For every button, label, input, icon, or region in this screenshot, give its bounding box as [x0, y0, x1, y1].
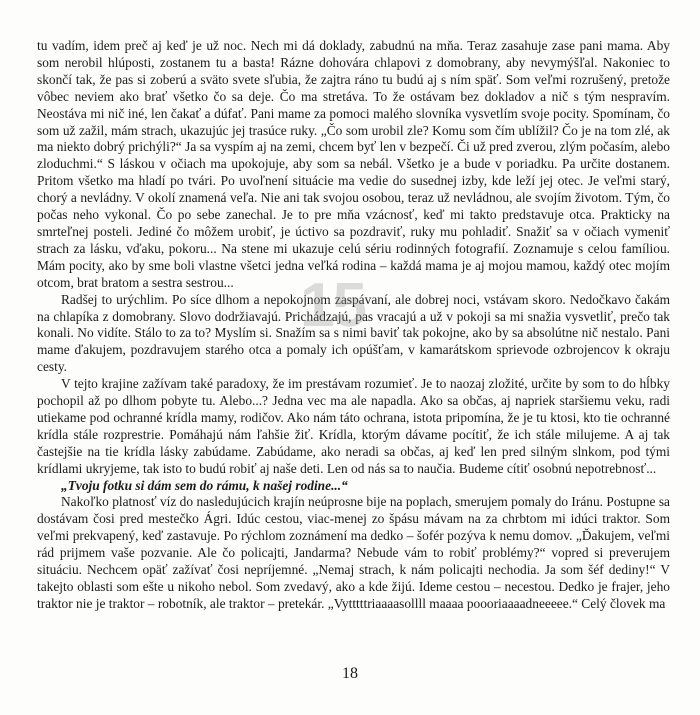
- paragraph: V tejto krajine zažívam také paradoxy, že im prestávam rozumieť. Je to naozaj zložité, určite by som to do hĺbky pochopil až po dlhom pobyte tu. Alebo...? Jedna vec ma ale napadla. Ako sa občas, aj napriek staršiemu veku, radi utiekame pod ochranné krídla mamy, rodičov. Ako nám táto ochrana, istota pripomína, že je tu ktosi, kto tie ochranné krídla stále rozprestrie. Pomáhajú nám ľahšie žiť. Krídla, ktorým dávame pocítiť, že ich stále milujeme. A aj tak častejšie na tie krídla lásky zabúdame. Zabúdame, ako neradi sa občas, aj keď len pred silným slnkom, pod tými krídlami ukryjeme, tak isto to budú robiť aj naše deti. Len od nás sa to naučia. Budeme cítiť osobnú nepotrebnosť...: [37, 376, 670, 476]
- page-number: 18: [342, 665, 358, 682]
- watermark: 15: [300, 271, 365, 340]
- paragraph: Radšej to urýchlim. Po síce dlhom a nepokojnom zaspávaní, ale dobrej noci, vstávam skoro. Nedočkavo čakám na chlapíka z domobrany. Slovo dodržiavajú. Prichádzajú, pas vracajú a už v pokoji sa mi snažia vysvetliť, prečo tak konali. No vidíte. Stálo to za to? Myslím si. Snažím sa s nimi baviť tak pokojne, ako by sa absolútne nič nestalo. Pani mame ďakujem, pozdravujem starého otca a pomaly ich opúšťam, v kamarátskom sprievode ozbrojencov k okraju cesty.: [37, 291, 670, 375]
- paragraph: Nakoľko platnosť víz do nasledujúcich krajín neúprosne bije na poplach, smerujem pomaly do Iránu. Postupne sa dostávam čosi pred mestečko Ágri. Idúc cestou, viac-menej zo špásu mávam na za chrbtom mi idúci traktor. Som veľmi prekvapený, keď zastavuje. Po rýchlom zoznámení ma dedko – šofér pozýva k nemu domov. „Ďakujem, veľmi rád prijmem vaše pozvanie. Ale čo policajti, Jandarma? Nebude vám to robiť problémy?“ vopred si preverujem situáciu. Nechcem opäť zažívať čosi nepríjemné. „Nemaj strach, k nám policajti nechodia. Ja som šéf dediny!“ V takejto oblasti som ešte u nikoho nebol. Som zvedavý, ako a kde žijú. Ideme cestou – necestou. Dedko je frajer, jeho traktor nie je traktor – robotník, ale traktor – pretekár. „Vytttttriaaaasollll maaaa poooriaaaadneeeee.“ Celý človek ma: [37, 494, 670, 611]
- section-heading: „Tvoju fotku si dám sem do rámu, k našej rodine...“: [61, 477, 348, 493]
- paragraph: tu vadím, idem preč aj keď je už noc. Nech mi dá doklady, zabudnú na mňa. Teraz zasahuje zase pani mama. Aby som nerobil hlúposti, zostanem tu a basta! Rázne dohovára chlapovi z domobrany, aby nevymýšľal. Nakoniec to skončí tak, že pas si zoberú a sväto svete sľubia, že zajtra ráno tu budú aj s ním späť. Som veľmi rozrušený, pretože vôbec neviem ako brať všetko čo sa deje. Čo ma stretáva. To že ostávam bez dokladov a nič s tým nespravím. Neostáva mi nič iné, len čakať a dúfať. Pani mame za pomoci malého slovníka vysvetlím svoje pocity. Spomínam, čo som už zažil, mám strach, ukazujúc jej trasúce ruky. „Čo som urobil zle? Komu som čím ublížil? Čo je na tom zlé, ak ma niekto dobrý prichýli?“ Ja sa vyspím aj na zemi, chcem byť len v bezpečí. Či už pred zverou, zlým počasím, alebo zloduchmi.“ S láskou v očiach ma upokojuje, aby som sa nebál. Všetko je a bude v poriadku. Pa určite dostanem. Pritom všetko ma hladí po tvári. Po uvoľnení situácie ma vedie do susednej izby, kde leží jej otec. Je veľmi starý, chorý a nevládny. V okolí znamená veľa. Nie ani tak svojou osobou, teraz už nevládnou, ale svojím životom. Tým, čo počas neho vykonal. Čo po sebe zanechal. Je to pre mňa vzácnosť, keď mi takto predstavuje otca. Prakticky na smrteľnej posteli. Jediné čo môžem urobiť, je úctivo sa pozdraviť, ruky mu pohladiť. Snažiť sa v očiach vymeniť strach za lásku, vďaku, pokoru... Na stene mi ukazuje celú sériu rodinných fotografií. Zoznamuje s celou famíliou. Mám pocity, ako by sme boli vlastne všetci jedna veľká rodina – každá mama je aj mojou mamou, každý otec mojím otcom, brat bratom a sestra sestrou...: [37, 38, 670, 290]
